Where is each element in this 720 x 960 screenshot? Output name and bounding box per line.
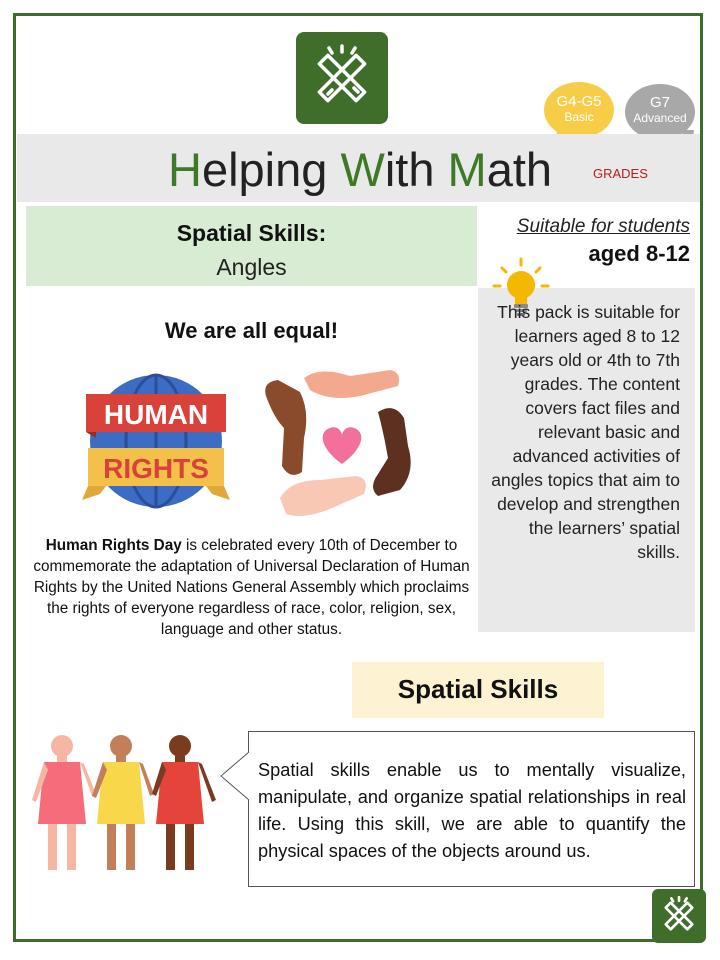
footer-logo: [652, 889, 706, 943]
title-part: W: [340, 143, 385, 196]
title-part: elping: [201, 143, 341, 196]
feature-paragraph-text: is celebrated every 10th of December to commemorate the adaptation of Universal Declaration of Human Rights by the United Nations General Assembly which proclaims the rights of everyone regardless of race, color, religion, sex, language and other status.: [33, 537, 470, 638]
grade-badge-basic: [544, 82, 614, 138]
title-part: ith: [384, 143, 448, 196]
site-title: [168, 140, 552, 200]
suitability-description: This pack is suitable for learners aged 8 to 12 years old or 4th to 7th grades. The content covers fact files and relevant basic and advanced activities of angles topics that aim to develop and strengthen the learners’ spatial skills.: [491, 302, 680, 562]
feature-heading: We are all equal!: [164, 318, 339, 343]
logo: [296, 32, 388, 124]
pencil-ruler-icon: [296, 32, 388, 124]
feature-paragraph: [26, 535, 477, 640]
topic-box: [26, 206, 477, 286]
grades-label: GRADES: [593, 166, 648, 181]
topic-subtitle: Angles: [216, 254, 287, 280]
title-part: M: [447, 143, 487, 196]
title-part: H: [168, 143, 202, 196]
three-people-icon: [26, 730, 220, 878]
human-rights-globe-icon: [82, 370, 230, 512]
skills-heading: Spatial Skills: [397, 674, 559, 704]
logo-text-bottom: RIGHTS: [103, 453, 209, 484]
skills-description: Spatial skills enable us to mentally visualize, manipulate, and organize spatial relationships in real life. Using this skill, we are able to quantify the physical spaces of the objects around us.: [258, 760, 686, 861]
logo-text-top: HUMAN: [103, 399, 209, 430]
grade-badge-level: Advanced: [633, 111, 687, 125]
grade-badge-level: Basic: [564, 110, 594, 124]
age-range: aged 8-12: [588, 241, 690, 266]
title-part: ath: [486, 143, 553, 196]
hands-heart-icon: [260, 362, 424, 522]
suitable-label: Suitable for students: [516, 216, 690, 237]
topic-title: Spatial Skills:: [176, 220, 327, 246]
grade-badge-grade: G4-G5: [556, 93, 602, 110]
pencil-ruler-icon: [652, 889, 706, 943]
feature-paragraph-bold: Human Rights Day: [45, 537, 182, 554]
callout-pointer-icon: [219, 752, 251, 800]
grade-badge-grade: G7: [649, 94, 670, 111]
